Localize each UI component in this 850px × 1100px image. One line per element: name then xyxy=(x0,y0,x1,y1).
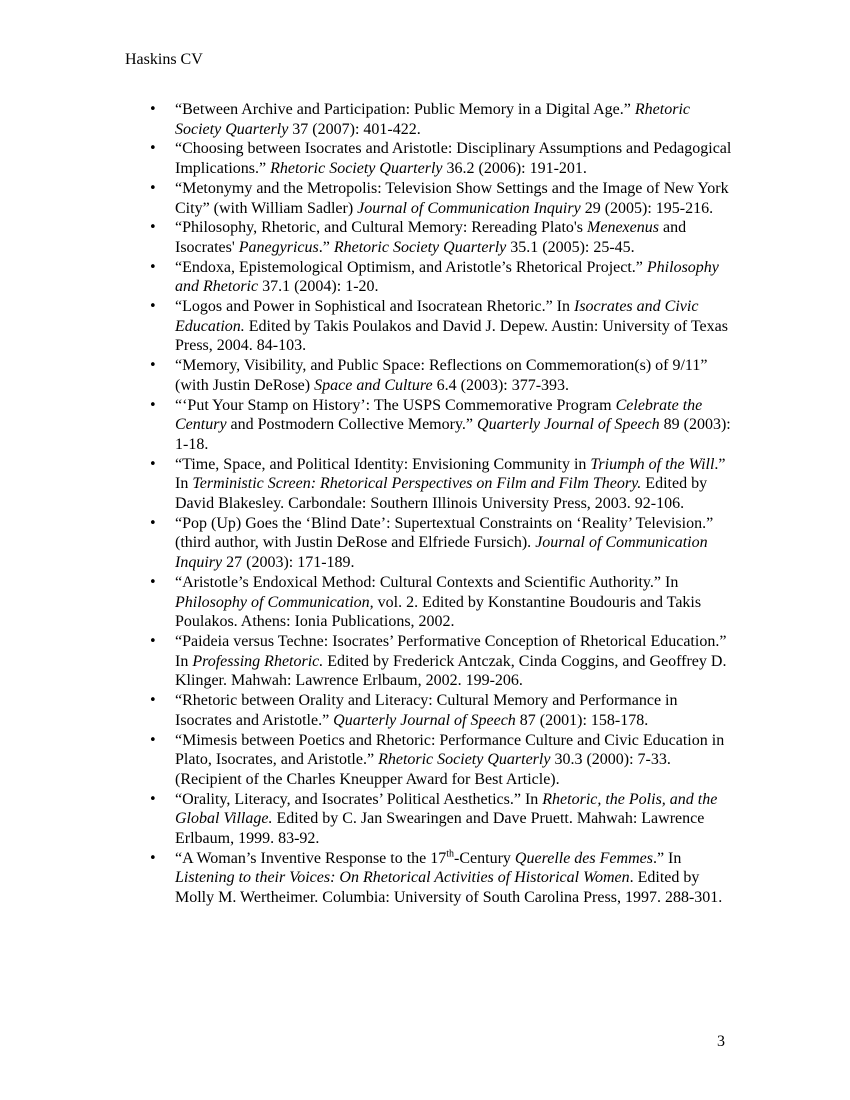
publication-item: • “Endoxa, Epistemological Optimism, and Aristotle’s Rhetorical Project.” Philosophy and Rhetoric 37.1 (2004): 1-20. xyxy=(175,258,735,297)
publication-item: • “Time, Space, and Political Identity: Envisioning Community in Triumph of the Will.” In Terministic Screen: Rhetorical Perspectives on Film and Film Theory. Edited by David Blakesley. Carbondale: Southern Illinois University Press, 2003. 92-106. xyxy=(175,455,735,514)
publication-item: • “Between Archive and Participation: Public Memory in a Digital Age.” Rhetoric Society Quarterly 37 (2007): 401-422. xyxy=(175,100,735,139)
page-number: 3 xyxy=(717,1033,725,1050)
publication-item: • “Aristotle’s Endoxical Method: Cultural Contexts and Scientific Authority.” In Philosophy of Communication, vol. 2. Edited by Konstantine Boudouris and Takis Poulakos. Athens: Ionia Publications, 2002. xyxy=(175,573,735,632)
publication-item: • “‘Put Your Stamp on History’: The USPS Commemorative Program Celebrate the Century and Postmodern Collective Memory.” Quarterly Journal of Speech 89 (2003): 1-18. xyxy=(175,396,735,455)
publication-item: • “Choosing between Isocrates and Aristotle: Disciplinary Assumptions and Pedagogical Implications.” Rhetoric Society Quarterly 36.2 (2006): 191-201. xyxy=(175,139,735,178)
publication-item: • “Pop (Up) Goes the ‘Blind Date’: Supertextual Constraints on ‘Reality’ Television.” (third author, with Justin DeRose and Elfriede Fursich). Journal of Communication Inquiry 27 (2003): 171-189. xyxy=(175,514,735,573)
work-title: Querelle des Femmes xyxy=(514,849,653,867)
running-header: Haskins CV xyxy=(125,51,203,68)
publication-item: • “A Woman’s Inventive Response to the 17th-Century Querelle des Femmes.” In Listening to their Voices: On Rhetorical Activities of Historical Women. Edited by Molly M. Wertheimer. Columbia: University of South Carolina Press, 1997. 288-301. xyxy=(175,849,735,908)
work-title: Panegyricus xyxy=(238,238,319,256)
publication-item: • “Paideia versus Techne: Isocrates’ Performative Conception of Rhetorical Education.” In Professing Rhetoric. Edited by Frederick Antczak, Cinda Coggins, and Geoffrey D. Klinger. Mahwah: Lawrence Erlbaum, 2002. 199-206. xyxy=(175,632,735,691)
journal-title: Quarterly Journal of Speech xyxy=(477,416,660,434)
publication-item: • “Logos and Power in Sophistical and Isocratean Rhetoric.” In Isocrates and Civic Education. Edited by Takis Poulakos and David J. Depew. Austin: University of Texas Press, 2004. 84-103. xyxy=(175,297,735,356)
journal-title: Rhetoric Society Quarterly xyxy=(333,238,507,256)
publication-list xyxy=(175,100,735,908)
ordinal-suffix: th xyxy=(446,848,455,860)
work-title: Menexenus xyxy=(587,219,659,237)
journal-title: Journal of Communication Inquiry xyxy=(357,199,581,217)
publication-item: • “Rhetoric between Orality and Literacy: Cultural Memory and Performance in Isocrates and Aristotle.” Quarterly Journal of Speech 87 (2001): 158-178. xyxy=(175,691,735,730)
publication-item: • “Mimesis between Poetics and Rhetoric: Performance Culture and Civic Education in Plato, Isocrates, and Aristotle.” Rhetoric Society Quarterly 30.3 (2000): 7-33. (Recipient of the Charles Kneupper Award for Best Article). xyxy=(175,731,735,790)
journal-title: Rhetoric Society Quarterly xyxy=(175,101,690,138)
book-title: Rhetoric, the Polis, and the Global Village. xyxy=(175,790,718,828)
publication-item: • “Memory, Visibility, and Public Space: Reflections on Commemoration(s) of 9/11” (with Justin DeRose) Space and Culture 6.4 (2003): 377-393. xyxy=(175,356,735,395)
work-title: Celebrate the Century xyxy=(175,396,703,434)
publication-item: • “Philosophy, Rhetoric, and Cultural Memory: Rereading Plato's Menexenus and Isocrates' Panegyricus.” Rhetoric Society Quarterly 35.1 (2005): 25-45. xyxy=(175,218,735,257)
book-title: Listening to their Voices: On Rhetorical Activities of Historical Women xyxy=(175,869,630,887)
work-title: Triumph of the Will xyxy=(590,455,715,473)
journal-title: Space and Culture xyxy=(314,376,433,394)
journal-title: Journal of Communication Inquiry xyxy=(175,534,708,572)
book-title: Isocrates and Civic Education. xyxy=(175,298,699,335)
publication-item: • “Orality, Literacy, and Isocrates’ Political Aesthetics.” In Rhetoric, the Polis, and the Global Village. Edited by C. Jan Swearingen and Dave Pruett. Mahwah: Lawrence Erlbaum, 1999. 83-92. xyxy=(175,790,735,849)
journal-title: Rhetoric Society Quarterly xyxy=(378,751,551,769)
journal-title: Rhetoric Society Quarterly xyxy=(270,160,443,178)
journal-title: Philosophy and Rhetoric xyxy=(175,258,719,296)
book-title: Professing Rhetoric. xyxy=(192,652,324,670)
journal-title: Quarterly Journal of Speech xyxy=(333,711,516,729)
book-title: Philosophy of Communication, xyxy=(175,593,374,611)
publication-item: • “Metonymy and the Metropolis: Television Show Settings and the Image of New York City” (with William Sadler) Journal of Communication Inquiry 29 (2005): 195-216. xyxy=(175,179,735,218)
book-title: Terministic Screen: Rhetorical Perspectives on Film and Film Theory. xyxy=(192,475,642,493)
